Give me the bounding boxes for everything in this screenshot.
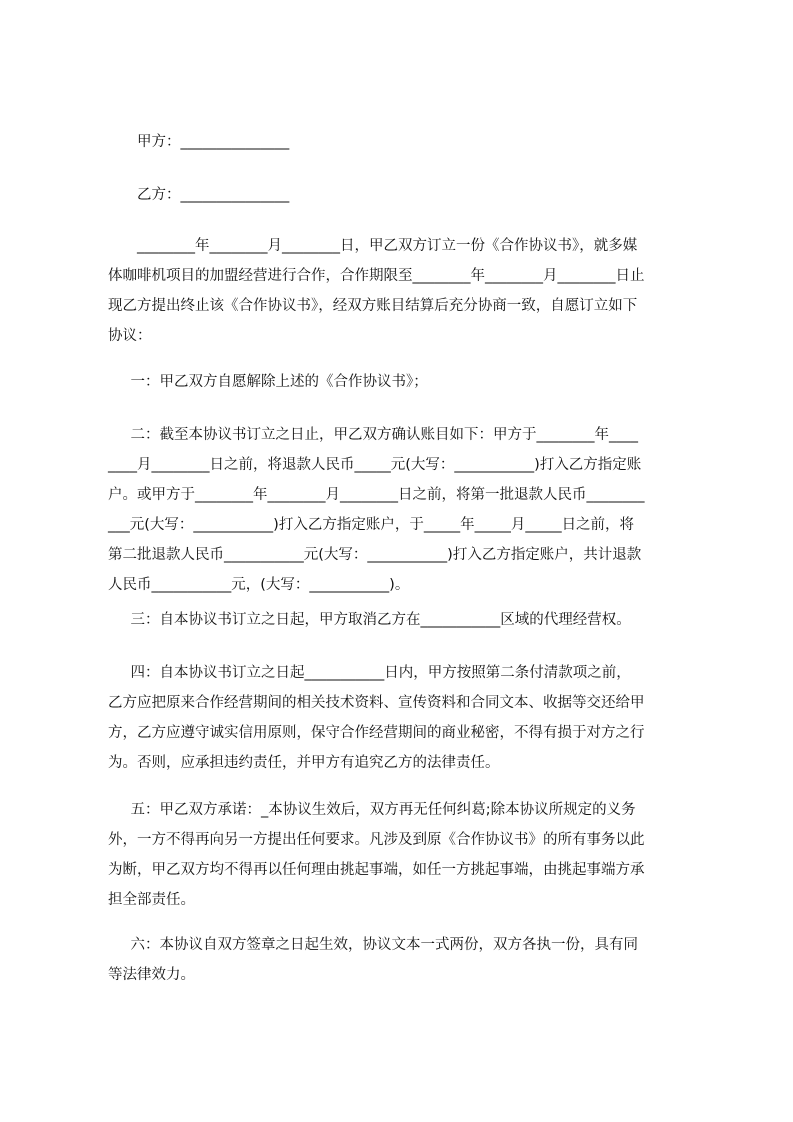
intro-line: 现乙方提出终止该《合作协议书》，经双方账目结算后充分协商一致，自愿订立如下 xyxy=(108,298,638,314)
intro-line: ________年________月________日，甲乙双方订立一份《合作协议书》，就多媒 xyxy=(137,238,638,254)
clause-2-line: 人民币___________元，(大写：___________)。 xyxy=(108,577,410,593)
clause-2-line: 第二批退款人民币___________元(大写：___________)打入乙方指定账户，共计退款 xyxy=(108,547,642,563)
clause-5-line: 外，一方不得再向另一方提出任何要求。凡涉及到原《合作协议书》的所有事务以此 xyxy=(108,832,645,848)
clause-4-line: 四：自本协议书订立之日起___________日内，甲方按照第二条付清款项之前， xyxy=(116,665,631,681)
party-b-line xyxy=(137,180,289,210)
clause-5-line: 担全部责任。 xyxy=(108,892,195,908)
clause-6 xyxy=(116,930,706,960)
party-a-blank: _______________ xyxy=(180,134,290,150)
clause-2-line: ____月________日之前，将退款人民币_____元(大写：___________)打入乙方指定账 xyxy=(108,457,642,473)
clause-5-line: 为断，甲乙双方均不得再以任何理由挑起事端，如任一方挑起事端，由挑起事端方承 xyxy=(108,862,645,878)
clause-2 xyxy=(116,420,706,450)
clause-1-line: 一：甲乙双方自愿解除上述的《合作协议书》； xyxy=(116,374,428,390)
clause-3 xyxy=(116,605,706,635)
intro-paragraph xyxy=(137,231,727,261)
party-a-label: 甲方： xyxy=(137,134,181,150)
clause-4 xyxy=(116,658,706,688)
clause-2-line: 户。或甲方于________年________月________日之前，将第一批退款人民币________ xyxy=(108,487,645,503)
clause-4-line: 为。否则，应承担违约责任，并甲方有追究乙方的法律责任。 xyxy=(108,755,500,771)
clause-2-line: ___元(大写：___________)打入乙方指定账户，于_____年_____月_____日之前，将 xyxy=(108,517,635,533)
party-a-line xyxy=(137,127,289,157)
party-b-blank: _______________ xyxy=(180,187,290,203)
clause-5-cont xyxy=(108,825,698,915)
intro-paragraph-cont xyxy=(108,261,698,351)
clause-5-line: 五：甲乙双方承诺：_本协议生效后，双方再无任何纠葛;除本协议所规定的义务 xyxy=(116,802,636,818)
clause-4-line: 方，乙方应遵守诚实信用原则，保守合作经营期间的商业秘密，不得有损于对方之行 xyxy=(108,725,645,741)
clause-4-cont xyxy=(108,688,698,778)
clause-2-line: 二：截至本协议书订立之日止，甲乙双方确认账目如下：甲方于________年____ xyxy=(116,427,638,443)
clause-2-cont xyxy=(108,450,698,600)
intro-line: 体咖啡机项目的加盟经营进行合作，合作期限至________年________月________日止 xyxy=(108,268,645,284)
clause-1 xyxy=(116,367,706,397)
clause-5 xyxy=(116,795,706,825)
clause-4-line: 乙方应把原来合作经营期间的相关技术资料、宣传资料和合同文本、收据等交还给甲 xyxy=(108,695,645,711)
party-b-label: 乙方： xyxy=(137,187,181,203)
clause-6-line: 等法律效力。 xyxy=(108,967,195,983)
clause-6-cont xyxy=(108,960,698,990)
clause-3-line: 三：自本协议书订立之日起，甲方取消乙方在___________区域的代理经营权。 xyxy=(116,612,631,628)
clause-6-line: 六：本协议自双方签章之日起生效，协议文本一式两份，双方各执一份，具有同 xyxy=(116,937,638,953)
intro-line: 协议： xyxy=(108,328,152,344)
